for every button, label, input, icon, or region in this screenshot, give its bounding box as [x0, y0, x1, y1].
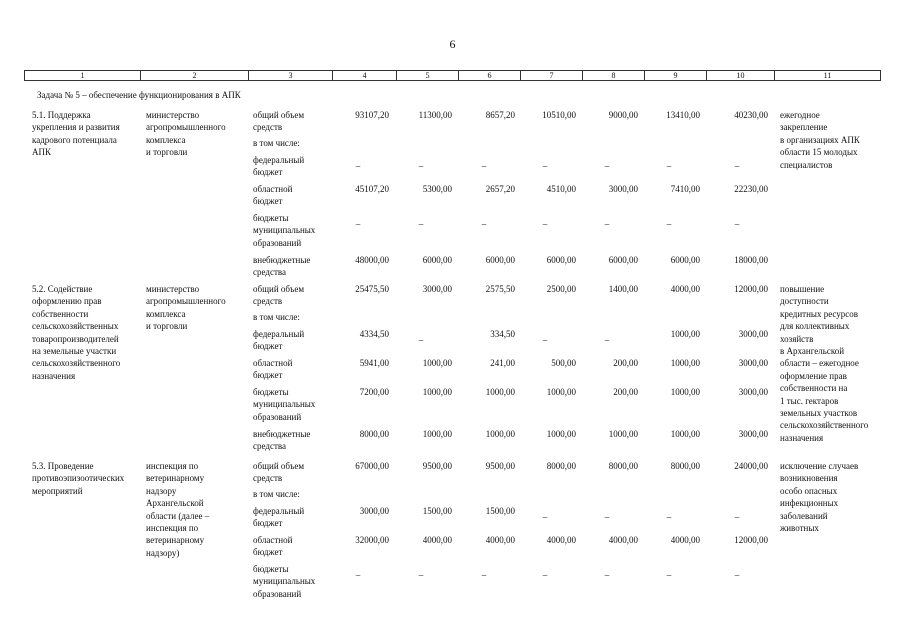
column-number: 2 — [141, 71, 249, 81]
funding-value: 22230,00 — [734, 184, 768, 194]
column-number: 11 — [775, 71, 881, 81]
funding-value: 8657,20 — [485, 110, 515, 120]
funding-value: 1400,00 — [608, 284, 638, 294]
funding-value: 48000,00 — [355, 255, 389, 265]
funding-value: – — [734, 512, 740, 522]
funding-value: 93107,20 — [355, 110, 389, 120]
expected-result-line: специалистов — [780, 159, 833, 170]
funding-source-label-line: общий объем — [253, 461, 305, 471]
funding-value: 40230,00 — [734, 110, 768, 120]
task-title: Задача № 5 – обеспечение функционирования в АПК — [37, 90, 241, 100]
funding-source-label-line: образований — [253, 411, 302, 422]
funding-source-label — [253, 283, 304, 308]
column-number: 9 — [645, 71, 707, 81]
funding-value: 4510,00 — [546, 184, 576, 194]
funding-value: 45107,20 — [355, 184, 389, 194]
funding-value: 8000,00 — [546, 461, 576, 471]
funding-source-label-line: федеральный — [253, 329, 305, 339]
funding-value: – — [604, 219, 610, 229]
executor-name-line: инспекция по — [146, 523, 199, 534]
executor-name-line: Архангельской — [146, 498, 204, 509]
funding-value: 67000,00 — [355, 461, 389, 471]
column-number-header — [24, 70, 881, 81]
measure-name-line: укрепления и развития — [32, 122, 120, 133]
funding-source-label — [253, 311, 300, 323]
measure-name-line: мероприятий — [32, 485, 83, 496]
funding-source-label-line: областной — [253, 358, 293, 368]
expected-result — [780, 283, 868, 444]
executor-name-line: надзору — [146, 485, 177, 496]
funding-source-label-line: бюджет — [253, 547, 283, 558]
expected-result-line: возникновения — [780, 473, 838, 484]
funding-source-label-line: общий объем — [253, 284, 305, 294]
funding-value: – — [418, 219, 424, 229]
funding-source-label-line: средств — [253, 296, 283, 307]
funding-source-label-line: образований — [253, 237, 302, 248]
funding-value: 6000,00 — [546, 255, 576, 265]
funding-value: 1000,00 — [608, 429, 638, 439]
funding-value: 3000,00 — [738, 387, 768, 397]
expected-result-line: заболеваний — [780, 510, 828, 521]
funding-value: 1000,00 — [422, 387, 452, 397]
funding-source-label-line: бюджет — [253, 370, 283, 381]
funding-source-label-line: бюджет — [253, 196, 283, 207]
funding-value: 4000,00 — [485, 535, 515, 545]
expected-result-line: повышение — [780, 284, 825, 294]
funding-value: – — [355, 219, 361, 229]
funding-source-label — [253, 183, 292, 208]
funding-value: 9500,00 — [422, 461, 452, 471]
column-number: 1 — [25, 71, 141, 81]
funding-source-label — [253, 505, 304, 530]
funding-value: – — [604, 570, 610, 580]
column-number: 3 — [249, 71, 333, 81]
funding-value: 8000,00 — [359, 429, 389, 439]
funding-source-label-line: средства — [253, 267, 287, 278]
funding-source-label — [253, 328, 304, 353]
funding-value: 4000,00 — [546, 535, 576, 545]
funding-source-label-line: в том числе: — [253, 312, 300, 322]
funding-value: – — [604, 335, 610, 345]
funding-value: 32000,00 — [355, 535, 389, 545]
funding-value: 1500,00 — [485, 506, 515, 516]
funding-source-label — [253, 254, 310, 279]
executor-name-line: инспекция по — [146, 461, 199, 471]
funding-value: 5941,00 — [359, 358, 389, 368]
funding-value: 1500,00 — [422, 506, 452, 516]
funding-value: – — [542, 161, 548, 171]
expected-result-line: в организациях АПК — [780, 134, 860, 145]
column-number: 4 — [333, 71, 397, 81]
funding-value: – — [481, 219, 487, 229]
funding-value: 7200,00 — [359, 387, 389, 397]
funding-source-label — [253, 154, 304, 179]
funding-value: 11300,00 — [418, 110, 452, 120]
expected-result — [780, 109, 860, 171]
funding-value: 12000,00 — [734, 535, 768, 545]
funding-source-label-line: бюджеты — [253, 387, 289, 397]
measure-name-line: на земельные участки — [32, 346, 117, 357]
funding-value: 4000,00 — [670, 284, 700, 294]
funding-value: – — [604, 161, 610, 171]
funding-value: – — [418, 335, 424, 345]
funding-value: 7410,00 — [670, 184, 700, 194]
funding-source-label — [253, 488, 300, 500]
funding-value: 6000,00 — [670, 255, 700, 265]
funding-value: 4000,00 — [670, 535, 700, 545]
funding-source-label-line: внебюджетные — [253, 429, 311, 439]
funding-source-label — [253, 386, 315, 423]
funding-value: 13410,00 — [666, 110, 700, 120]
funding-source-label-line: муниципальных — [253, 576, 316, 587]
funding-value: 9000,00 — [608, 110, 638, 120]
funding-value: 500,00 — [551, 358, 576, 368]
funding-value: 25475,50 — [355, 284, 389, 294]
funding-value: 3000,00 — [738, 358, 768, 368]
funding-value: 6000,00 — [422, 255, 452, 265]
funding-source-label-line: бюджеты — [253, 564, 289, 574]
funding-value: 12000,00 — [734, 284, 768, 294]
funding-source-label-line: средств — [253, 473, 283, 484]
executor-name — [146, 460, 209, 559]
measure-name-line: оформлению прав — [32, 296, 102, 307]
column-number: 10 — [707, 71, 775, 81]
executor-name — [146, 109, 226, 159]
funding-source-label — [253, 357, 292, 382]
measure-name-line: 5.1. Поддержка — [32, 110, 91, 120]
expected-result-line: инфекционных — [780, 498, 839, 509]
funding-source-label-line: областной — [253, 535, 293, 545]
funding-source-label — [253, 563, 315, 600]
funding-value: – — [734, 161, 740, 171]
funding-value: – — [355, 161, 361, 171]
funding-source-label-line: бюджет — [253, 167, 283, 178]
funding-value: 1000,00 — [546, 387, 576, 397]
funding-value: 1000,00 — [670, 329, 700, 339]
funding-source-label — [253, 460, 304, 485]
expected-result-line: оформление прав — [780, 370, 847, 381]
funding-value: 2657,20 — [485, 184, 515, 194]
executor-name-line: области (далее – — [146, 510, 210, 521]
measure-name-line: противоэпизоотических — [32, 473, 125, 484]
expected-result-line: для коллективных — [780, 321, 850, 332]
funding-value: – — [542, 512, 548, 522]
executor-name-line: ветеринарному — [146, 473, 205, 484]
measure-name — [32, 109, 120, 159]
executor-name-line: министерство — [146, 110, 200, 120]
expected-result-line: в Архангельской — [780, 346, 845, 357]
funding-value: – — [666, 219, 672, 229]
funding-source-label-line: общий объем — [253, 110, 305, 120]
funding-value: 3000,00 — [359, 506, 389, 516]
funding-value: 1000,00 — [422, 429, 452, 439]
funding-source-label-line: образований — [253, 588, 302, 599]
funding-value: – — [418, 161, 424, 171]
funding-value: – — [734, 570, 740, 580]
funding-value: – — [604, 512, 610, 522]
executor-name-line: комплекса — [146, 308, 186, 319]
funding-value: 5300,00 — [422, 184, 452, 194]
funding-value: 9500,00 — [485, 461, 515, 471]
funding-source-label-line: в том числе: — [253, 138, 300, 148]
expected-result-line: области 15 молодых — [780, 147, 858, 158]
funding-source-label-line: бюджеты — [253, 213, 289, 223]
funding-source-label — [253, 534, 292, 559]
funding-value: – — [418, 570, 424, 580]
funding-value: 18000,00 — [734, 255, 768, 265]
page-number: 6 — [449, 37, 456, 51]
expected-result-line: ежегодное — [780, 110, 820, 120]
funding-value: 3000,00 — [738, 329, 768, 339]
column-number: 7 — [521, 71, 583, 81]
funding-value: 4334,50 — [359, 329, 389, 339]
funding-source-label-line: средства — [253, 441, 287, 452]
funding-value: – — [542, 335, 548, 345]
column-number: 5 — [397, 71, 459, 81]
measure-name-line: сельскохозяйственных — [32, 321, 119, 332]
funding-value: – — [542, 219, 548, 229]
executor-name-line: агропромышленного — [146, 122, 226, 133]
expected-result-line: сельскохозяйственного — [780, 420, 869, 431]
funding-source-label — [253, 109, 304, 134]
funding-value: 2575,50 — [485, 284, 515, 294]
measure-name — [32, 460, 124, 497]
funding-value: 8000,00 — [670, 461, 700, 471]
expected-result-line: закрепление — [780, 122, 828, 133]
expected-result-line: особо опасных — [780, 485, 838, 496]
funding-source-label-line: средств — [253, 122, 283, 133]
expected-result-line: исключение случаев — [780, 461, 859, 471]
funding-source-label-line: бюджет — [253, 341, 283, 352]
funding-value: 2500,00 — [546, 284, 576, 294]
measure-name-line: назначения — [32, 370, 76, 381]
funding-value: 4000,00 — [422, 535, 452, 545]
funding-value: – — [666, 161, 672, 171]
measure-name-line: АПК — [32, 147, 52, 158]
funding-value: 10510,00 — [542, 110, 576, 120]
column-number: 8 — [583, 71, 645, 81]
executor-name-line: агропромышленного — [146, 296, 226, 307]
expected-result-line: доступности — [780, 296, 829, 307]
funding-value: – — [666, 512, 672, 522]
funding-value: 6000,00 — [485, 255, 515, 265]
funding-source-label-line: в том числе: — [253, 489, 300, 499]
expected-result-line: назначения — [780, 432, 824, 443]
expected-result-line: животных — [780, 523, 819, 534]
measure-name-line: собственности — [32, 308, 89, 319]
funding-value: 1000,00 — [485, 429, 515, 439]
funding-value: 3000,00 — [608, 184, 638, 194]
measure-name-line: 5.2. Содействие — [32, 284, 93, 294]
funding-value: – — [355, 570, 361, 580]
funding-value: 6000,00 — [608, 255, 638, 265]
expected-result-line: собственности на — [780, 383, 848, 394]
funding-source-label-line: муниципальных — [253, 399, 316, 410]
expected-result-line: земельных участков — [780, 408, 858, 419]
expected-result-line: области – ежегодное — [780, 358, 859, 369]
funding-value: – — [666, 570, 672, 580]
funding-value: – — [481, 161, 487, 171]
funding-source-label — [253, 137, 300, 149]
funding-value: 1000,00 — [670, 387, 700, 397]
measure-name-line: кадрового потенциала — [32, 134, 117, 145]
funding-value: 1000,00 — [546, 429, 576, 439]
executor-name-line: комплекса — [146, 134, 186, 145]
funding-value: – — [481, 570, 487, 580]
funding-value: 200,00 — [613, 387, 638, 397]
funding-source-label-line: федеральный — [253, 155, 305, 165]
funding-value: 4000,00 — [608, 535, 638, 545]
executor-name-line: и торговли — [146, 321, 188, 332]
funding-source-label-line: бюджет — [253, 518, 283, 529]
funding-source-label-line: областной — [253, 184, 293, 194]
funding-value: 1000,00 — [670, 358, 700, 368]
funding-value: 1000,00 — [422, 358, 452, 368]
funding-source-label-line: муниципальных — [253, 225, 316, 236]
funding-value: 200,00 — [613, 358, 638, 368]
executor-name-line: надзору) — [146, 547, 180, 558]
expected-result-line: 1 тыс. гектаров — [780, 395, 839, 406]
executor-name-line: и торговли — [146, 147, 188, 158]
executor-name-line: ветеринарному — [146, 535, 205, 546]
funding-source-label — [253, 428, 310, 453]
funding-value: 3000,00 — [738, 429, 768, 439]
expected-result-line: хозяйств — [780, 333, 814, 344]
expected-result-line: кредитных ресурсов — [780, 308, 859, 319]
measure-name — [32, 283, 120, 382]
funding-source-label-line: федеральный — [253, 506, 305, 516]
measure-name-line: 5.3. Проведение — [32, 461, 94, 471]
measure-name-line: сельскохозяйственного — [32, 358, 121, 369]
executor-name — [146, 283, 226, 333]
funding-value: – — [734, 219, 740, 229]
funding-source-label — [253, 212, 315, 249]
funding-value: 3000,00 — [422, 284, 452, 294]
expected-result — [780, 460, 858, 534]
executor-name-line: министерство — [146, 284, 200, 294]
funding-value: 334,50 — [490, 329, 515, 339]
funding-value: 8000,00 — [608, 461, 638, 471]
funding-value: 1000,00 — [485, 387, 515, 397]
funding-value: 241,00 — [490, 358, 515, 368]
column-number: 6 — [459, 71, 521, 81]
measure-name-line: товаропроизводителей — [32, 333, 119, 344]
funding-value: 1000,00 — [670, 429, 700, 439]
funding-value: – — [542, 570, 548, 580]
funding-value: 24000,00 — [734, 461, 768, 471]
funding-source-label-line: внебюджетные — [253, 255, 311, 265]
